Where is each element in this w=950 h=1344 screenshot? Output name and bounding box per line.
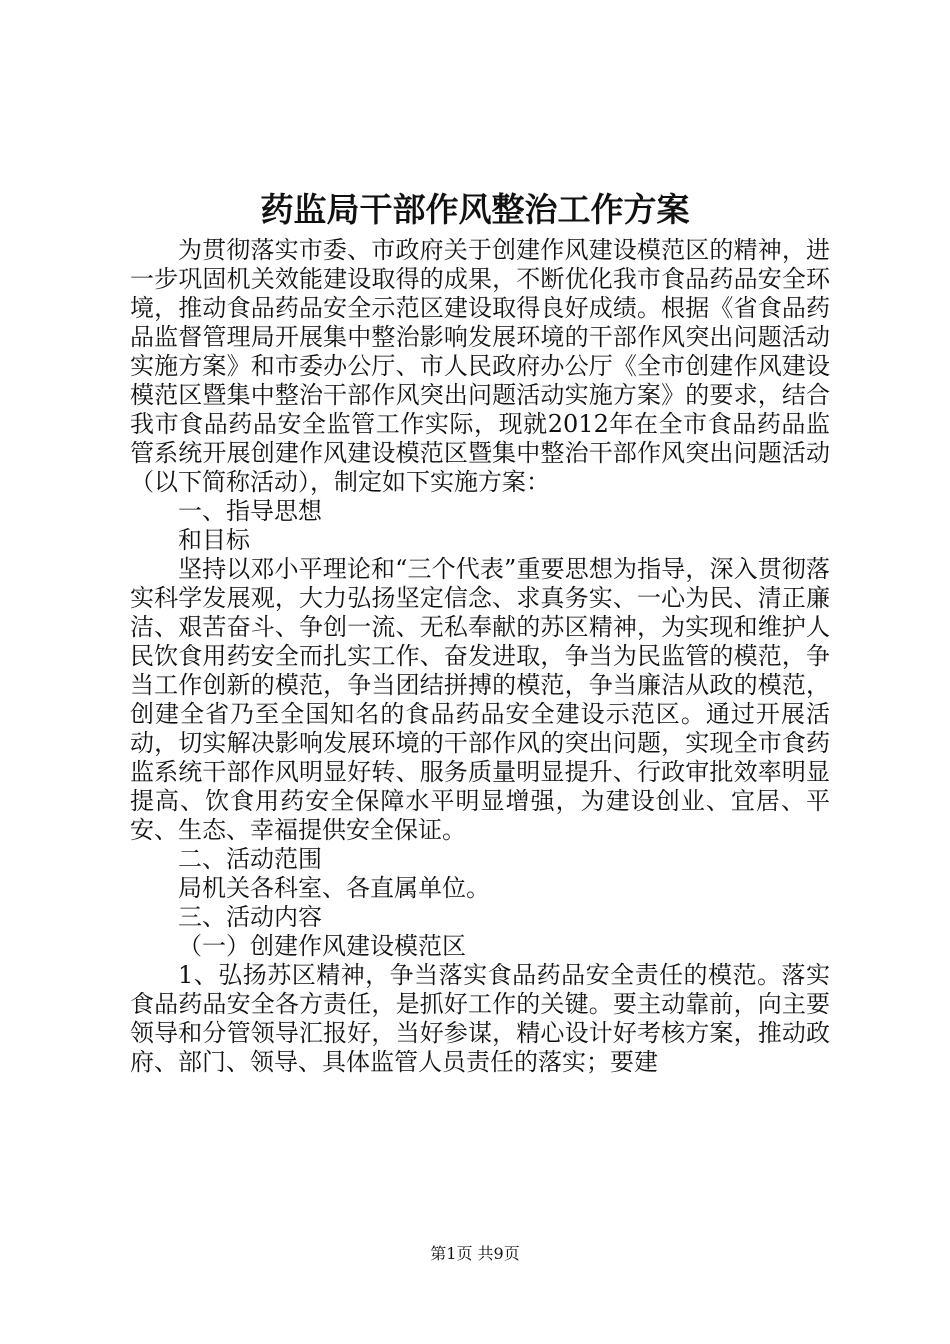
section-heading-continuation: 和目标 [178,526,250,554]
document-title: 药监局干部作风整治工作方案 [260,190,690,229]
page-footer: 第1页 共9页 [430,1244,520,1263]
section-heading-scope: 二、活动范围 [178,845,322,873]
paragraph-scope: 局机关各科室、各直属单位。 [178,874,490,902]
section-heading-guiding-thought: 一、指导思想 [178,497,322,525]
paragraph-item-1: 1、弘扬苏区精神，争当落实食品药品安全责任的模范。落实食品药品安全各方责任，是抓好工作的关键。要主动靠前，向主要领导和分管领导汇报好，当好参谋，精心设计好考核方案，推动政府、部门、领导、具体监管人员责任的落实；要建 [130,961,830,1076]
subsection-heading: （一）创建作风建设模范区 [178,932,466,960]
document-body [130,236,830,1077]
section-heading-content: 三、活动内容 [178,903,322,931]
paragraph-guiding-thought: 坚持以邓小平理论和“三个代表”重要思想为指导，深入贯彻落实科学发展观，大力弘扬坚定信念、求真务实、一心为民、清正廉洁、艰苦奋斗、争创一流、无私奉献的苏区精神，为实现和维护人民饮食用药安全而扎实工作、奋发进取，争当为民监管的模范，争当工作创新的模范，争当团结拼搏的模范，争当廉洁从政的模范，创建全省乃至全国知名的食品药品安全建设示范区。通过开展活动，切实解决影响发展环境的干部作风的突出问题，实现全市食药监系统干部作风明显好转、服务质量明显提升、行政审批效率明显提高、饮食用药安全保障水平明显增强，为建设创业、宜居、平安、生态、幸福提供安全保证。 [130,555,830,844]
paragraph-intro: 为贯彻落实市委、市政府关于创建作风建设模范区的精神，进一步巩固机关效能建设取得的成果，不断优化我市食品药品安全环境，推动食品药品安全示范区建设取得良好成绩。根据《省食品药品监督管理局开展集中整治影响发展环境的干部作风突出问题活动实施方案》和市委办公厅、市人民政府办公厅《全市创建作风建设模范区暨集中整治干部作风突出问题活动实施方案》的要求，结合我市食品药品安全监管工作实际，现就2012年在全市食品药品监管系统开展创建作风建设模范区暨集中整治干部作风突出问题活动（以下简称活动），制定如下实施方案： [130,236,830,496]
